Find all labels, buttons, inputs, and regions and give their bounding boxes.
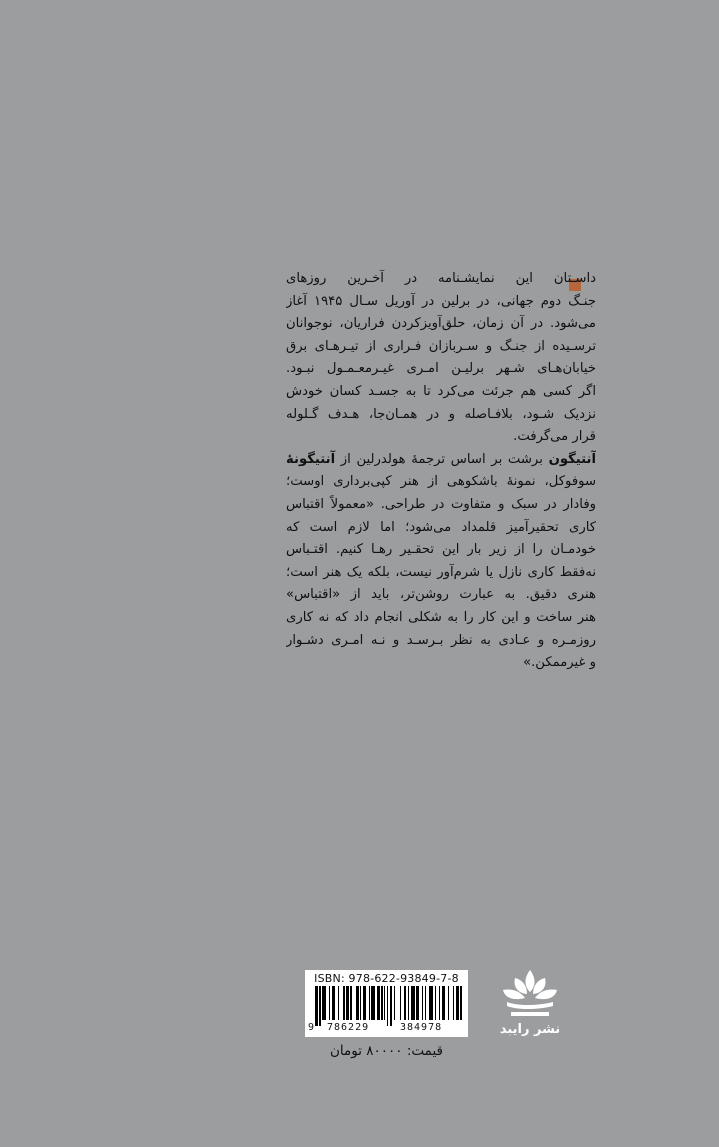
blurb-line: کاری تحقیرآمیز قلمداد می‌شود؛ اما لازم است که	[286, 519, 596, 535]
back-cover-blurb	[286, 268, 596, 675]
barcode-bar	[377, 986, 380, 1020]
barcode-bar	[404, 986, 407, 1020]
blurb-line: ترسـیده از جنـگ و سـربازان فـراری از تیـرهـای برق	[286, 338, 596, 354]
barcode-digit-first: 9	[308, 1022, 315, 1033]
barcode-bar	[448, 986, 449, 1020]
barcode-bar	[338, 986, 339, 1020]
barcode-bar	[329, 986, 330, 1020]
blurb-line: قرار می‌گرفت.	[513, 429, 596, 445]
barcode-bar	[456, 986, 459, 1020]
barcode-digits-right: 384978	[400, 1022, 443, 1033]
blurb-line-middle: برشت بر اساس ترجمهٔ هولدرلین از	[335, 451, 549, 467]
barcode-bar	[371, 986, 375, 1020]
barcode-bar	[350, 986, 351, 1020]
play-title: آنتیگون	[548, 451, 596, 467]
barcode-bar	[408, 986, 409, 1020]
barcode-bar	[439, 986, 440, 1020]
blurb-line: روزمـره و عـادی به نظر بـرسـد و نـه امـری دشـوار	[286, 632, 596, 648]
blurb-line: سوفوکل، نمونهٔ باشکوهی از هنر کپی‌برداری اوست؛	[286, 474, 596, 490]
barcode-bar	[343, 986, 344, 1020]
barcode-bar	[319, 986, 320, 1026]
blurb-line: وفادار در سبک و متفاوت در طراحی. «معمولاً اقتباس	[286, 496, 596, 512]
barcode-bar	[460, 986, 461, 1020]
barcode-bar	[381, 986, 382, 1020]
barcode-bar	[332, 986, 335, 1020]
blurb-line: هنر ساخت و این کار را به شکلی انجام داد که نه کاری	[286, 609, 596, 625]
blurb-line: داسـتان این نمایشـنامه در آخـرین روزهای	[286, 271, 596, 286]
barcode-bar	[363, 986, 366, 1020]
barcode-bar	[435, 986, 436, 1020]
barcode-bar	[322, 986, 326, 1020]
publisher-name: نشر رایبد	[499, 1022, 561, 1037]
blurb-line: هنری دقیق. به عبارت روشن‌تر، باید از «اقتباس»	[286, 587, 596, 603]
barcode-bar	[369, 986, 370, 1020]
source-title: آنتیگونهٔ	[286, 451, 336, 467]
blurb-line: خودمـان را از زیر بار این تحقـیر رهـا کنیم. اقتـباس	[286, 542, 596, 558]
barcode-bar	[394, 986, 395, 1020]
isbn-barcode	[305, 970, 468, 1037]
isbn-label: ISBN: 978-622-93849-7-8	[314, 972, 459, 985]
blurb-line-title	[286, 449, 596, 472]
barcode-bar	[453, 986, 454, 1020]
barcode-bar	[384, 986, 385, 1020]
barcode-bar	[360, 986, 361, 1020]
price-label: قیمت: ۸۰۰۰۰ تومان	[330, 1043, 443, 1059]
blurb-line: جنـگ دوم جهانی، در برلین در آوریل سـال ۱۹۴۵ آغاز	[286, 293, 596, 309]
barcode-bar	[400, 986, 401, 1020]
barcode-bar	[442, 986, 445, 1020]
barcode-bar	[422, 986, 423, 1020]
barcode-bar	[356, 986, 359, 1020]
barcode-bars	[315, 986, 463, 1020]
barcode-bar	[425, 986, 426, 1020]
blurb-line: نزدیک شـود، بلافـاصله و در همـان‌جا، هـدف گـلوله	[286, 406, 596, 422]
barcode-bar	[429, 986, 433, 1020]
barcode-bar	[390, 986, 393, 1026]
blurb-line: خیابان‌هـای شـهر برلیـن امـری غیـرمعـمـول نبـود.	[286, 361, 596, 377]
barcode-bar	[411, 986, 415, 1020]
blurb-line: و غیرممکن.»	[523, 655, 596, 671]
barcode-bar	[416, 986, 419, 1020]
barcode-bar	[315, 986, 318, 1026]
blurb-line: اگر کسی هم جرئت می‌کرد تا به جسـد کسان خودش	[286, 383, 596, 399]
blurb-line: می‌شود. در آن زمان، حلق‌آویزکردن فراریان، نوجوانان	[286, 316, 596, 332]
blurb-line: نه‌فقط کاری نازل یا شرم‌آور نیست، بلکه یک هنر است؛	[286, 564, 596, 580]
barcode-digits-left: 786229	[327, 1022, 370, 1033]
barcode-bar	[387, 986, 388, 1026]
barcode-bar	[346, 986, 349, 1020]
